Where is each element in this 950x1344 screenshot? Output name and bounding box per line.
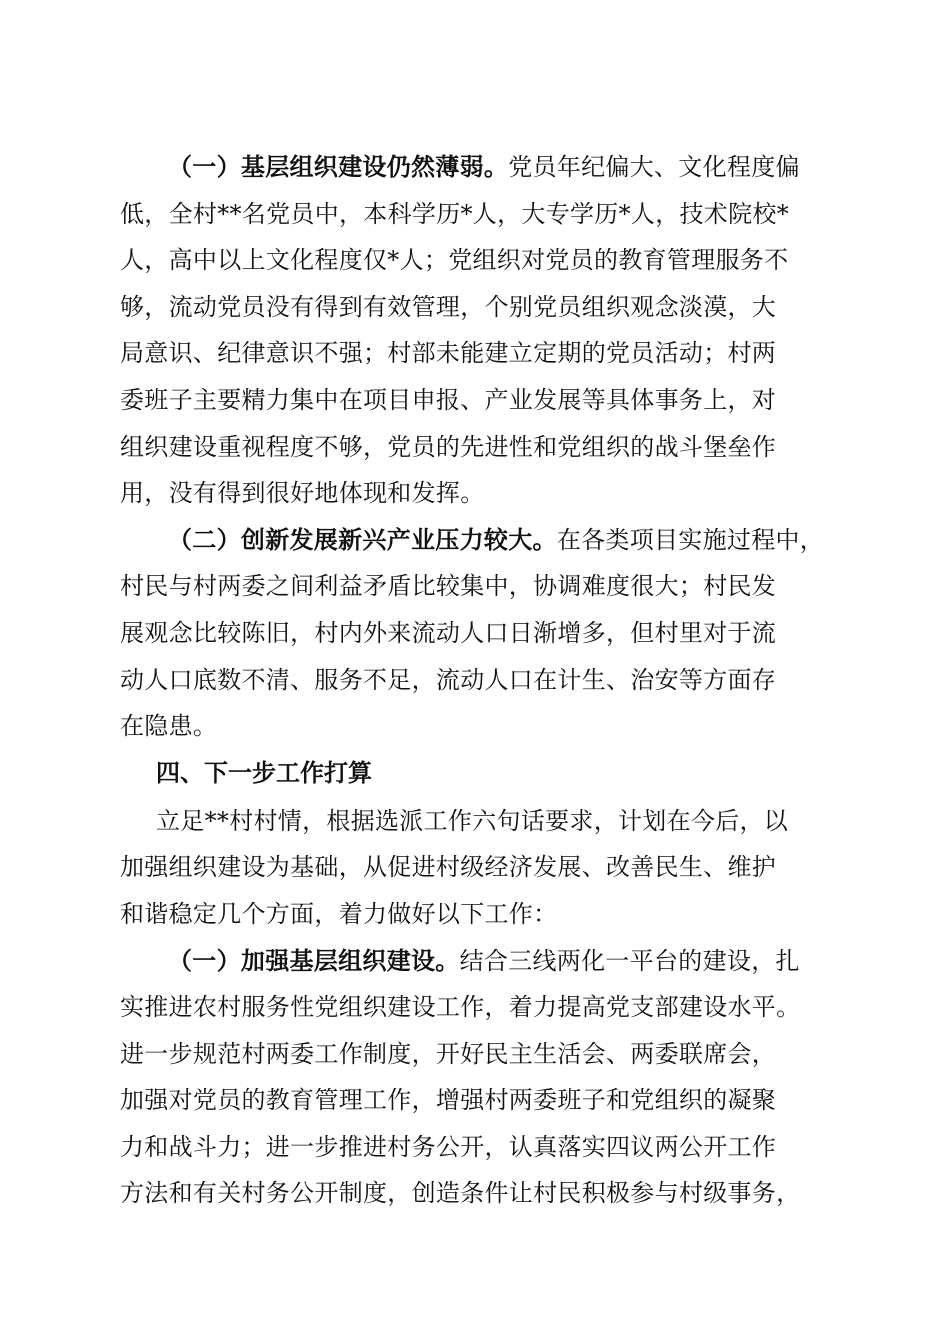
paragraph-industry-pressure xyxy=(120,517,834,750)
paragraph-line: 委班子主要精力集中在项目申报、产业发展等具体事务上，对 xyxy=(120,385,777,414)
paragraph-line: 力和战斗力；进一步推进村务公开，认真落实四议两公开工作 xyxy=(120,1132,777,1161)
paragraph-line: 局意识、纪律意识不强；村部未能建立定期的党员活动；村两 xyxy=(120,339,777,368)
paragraph-line: 低，全村**名党员中，本科学历*人，大专学历*人，技术院校* xyxy=(120,199,789,228)
paragraph-line: 在隐患。 xyxy=(120,712,218,741)
paragraph-line: 加强组织建设为基础，从促进村级经济发展、改善民生、维护 xyxy=(120,853,777,882)
paragraph-text: 党员年纪偏大、文化程度偏 xyxy=(508,153,800,181)
paragraph-line: 用，没有得到很好地体现和发挥。 xyxy=(120,479,485,508)
paragraph-line: 实推进农村服务性党组织建设工作，着力提高党支部建设水平。 xyxy=(120,993,801,1022)
paragraph-lead-heading: （一）基层组织建设仍然薄弱。 xyxy=(168,152,509,181)
paragraph-line: 进一步规范村两委工作制度，开好民主生活会、两委联席会， xyxy=(120,1039,777,1068)
document-body xyxy=(120,144,834,1217)
paragraph-line: 展观念比较陈旧，村内外来流动人口日渐增多，但村里对于流 xyxy=(120,618,777,647)
paragraph-lead-heading: （二）创新发展新兴产业压力较大。 xyxy=(168,524,557,554)
paragraph-line: 够，流动党员没有得到有效管理，个别党员组织观念淡漠，大 xyxy=(120,292,777,321)
paragraph-line xyxy=(120,938,834,985)
paragraph-line: 组织建设重视程度不够，党员的先进性和党组织的战斗堡垒作 xyxy=(120,432,777,461)
paragraph-line xyxy=(120,144,834,191)
paragraph-text: 结合三线两化一平台的建设，扎 xyxy=(459,946,800,975)
paragraph-strengthen-organization xyxy=(120,938,834,1218)
paragraph-line: 动人口底数不清、服务不足，流动人口在计生、治安等方面存 xyxy=(120,665,777,694)
paragraph-next-steps-intro xyxy=(120,798,834,938)
paragraph-line: 加强对党员的教育管理工作，增强村两委班子和党组织的凝聚 xyxy=(120,1086,777,1115)
paragraph-line: 方法和有关村务公开制度，创造条件让村民积极参与村级事务， xyxy=(120,1179,801,1208)
paragraph-lead-heading: （一）加强基层组织建设。 xyxy=(168,945,460,975)
section-heading-next-steps: 四、下一步工作打算 xyxy=(156,758,372,787)
paragraph-weak-grassroots-organization xyxy=(120,144,834,517)
paragraph-line: 村民与村两委之间利益矛盾比较集中，协调难度很大；村民发 xyxy=(120,572,777,601)
paragraph-line xyxy=(120,517,834,564)
paragraph-line: 人，高中以上文化程度仅*人；党组织对党员的教育管理服务不 xyxy=(120,246,789,275)
paragraph-line: 和谐稳定几个方面，着力做好以下工作： xyxy=(120,899,558,928)
paragraph-text: 在各类项目实施过程中， xyxy=(556,525,825,554)
paragraph-line: 立足**村村情，根据选派工作六句话要求，计划在今后，以 xyxy=(156,806,789,835)
